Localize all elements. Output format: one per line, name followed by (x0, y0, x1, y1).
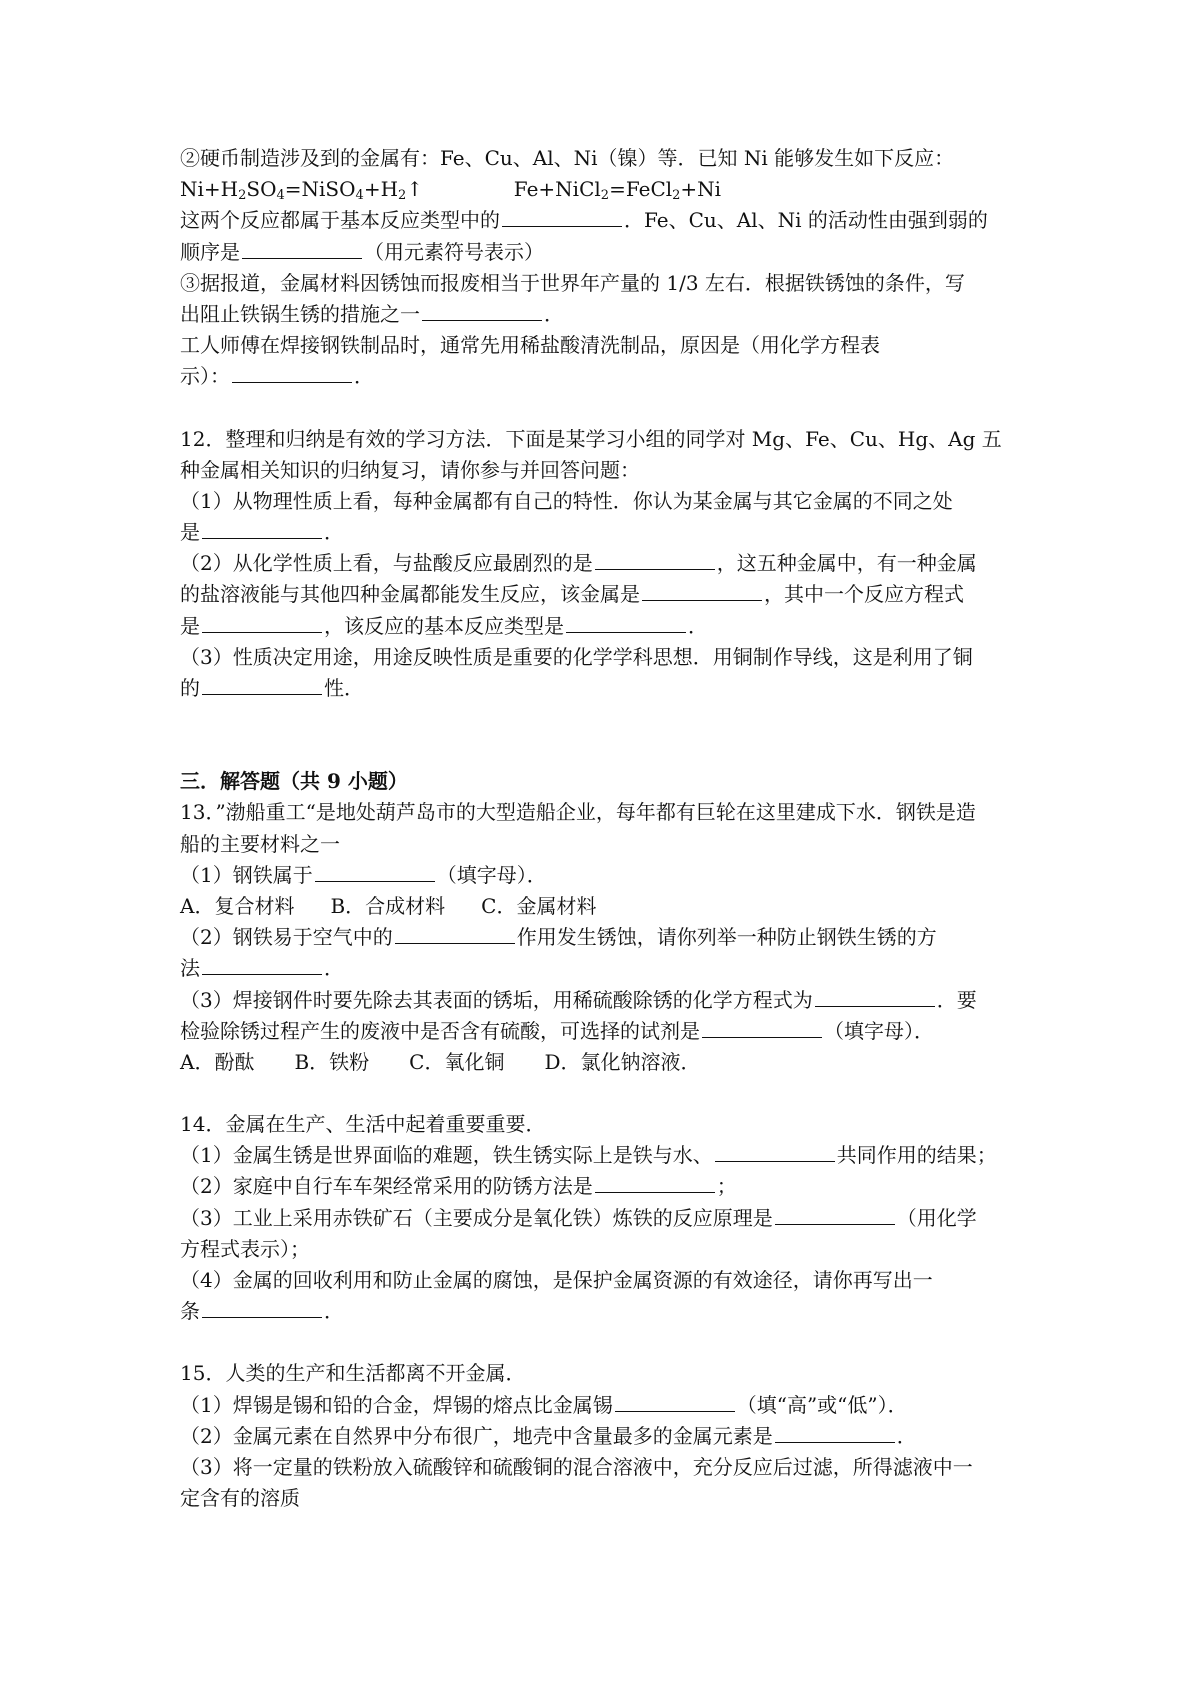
answer-blank[interactable] (242, 237, 362, 259)
answer-blank[interactable] (702, 1016, 822, 1038)
answer-blank[interactable] (202, 611, 322, 633)
option-d: D．氯化钠溶液． (544, 1049, 701, 1074)
q11-line: 示）： ． (180, 361, 1025, 392)
answer-blank[interactable] (202, 1296, 322, 1318)
answer-blank[interactable] (422, 299, 542, 321)
q12-line: 的盐溶液能与其他四种金属都能发生反应，该金属是 ，其中一个反应方程式 (180, 579, 1025, 610)
q14-line: 条 ． (180, 1296, 1025, 1327)
answer-blank[interactable] (202, 673, 322, 695)
q15-line: （3）将一定量的铁粉放入硫酸锌和硫酸铜的混合溶液中，充分反应后过滤，所得滤液中一 (180, 1454, 973, 1479)
option-b: B．铁粉 (294, 1049, 370, 1074)
q12-line: 是 ． (180, 517, 1025, 548)
q11-line (180, 143, 1025, 174)
q12-line: 的 性． (180, 673, 1025, 704)
answer-blank[interactable] (642, 579, 762, 601)
q12-line: （1）从物理性质上看，每种金属都有自己的特性．你认为某金属与其它金属的不同之处 (180, 488, 953, 513)
q11-line: ③据报道，金属材料因锈蚀而报废相当于世界年产量的 1/3 左右．根据铁锈蚀的条件，写 (180, 270, 965, 295)
q14-line: （2）家庭中自行车车架经常采用的防锈方法是 ； (180, 1171, 1025, 1202)
q13-options (180, 891, 1025, 922)
q12-line: 是 ，该反应的基本反应类型是 ． (180, 611, 1025, 642)
q14-line: （4）金属的回收利用和防止金属的腐蚀，是保护金属资源的有效途径，请你再写出一 (180, 1268, 933, 1292)
option-b: B．合成材料 (330, 893, 446, 918)
q15-line: 15．人类的生产和生活都离不开金属． (180, 1361, 526, 1386)
text: ②硬币制造涉及到的金属有：Fe、Cu、Al、Ni（镍）等．已知 Ni 能够发生如下反应： (180, 146, 955, 170)
q12-line: 12．整理和归纳是有效的学习方法．下面是某学习小组的同学对 Mg、Fe、Cu、Hg、Ag 五 (180, 426, 1002, 451)
document-page (180, 143, 1025, 1514)
answer-blank[interactable] (615, 1390, 735, 1412)
answer-blank[interactable] (595, 1171, 715, 1193)
q13-line: 船的主要材料之一 (180, 831, 340, 856)
option-a: A．酚酞 (180, 1049, 255, 1074)
answer-blank[interactable] (232, 361, 352, 383)
option-a: A．复合材料 (180, 893, 295, 918)
q13-options (180, 1047, 1025, 1078)
answer-blank[interactable] (775, 1203, 895, 1225)
answer-blank[interactable] (775, 1421, 895, 1443)
q14-line: （3）工业上采用赤铁矿石（主要成分是氧化铁）炼铁的反应原理是 （用化学 (180, 1203, 1025, 1234)
answer-blank[interactable] (715, 1140, 835, 1162)
answer-blank[interactable] (202, 517, 322, 539)
q12-line: 种金属相关知识的归纳复习，请你参与并回答问题： (180, 457, 640, 482)
answer-blank[interactable] (502, 205, 622, 227)
answer-blank[interactable] (815, 985, 935, 1007)
answer-blank[interactable] (315, 860, 435, 882)
equation-1: $Ni+H_2SO_4=NiSO_4+H_2↑$ (180, 177, 424, 204)
q13-line: （2）钢铁易于空气中的 作用发生锈蚀，请你列举一种防止钢铁生锈的方 (180, 922, 1025, 953)
equation-2: Fe+NiCl$_2$=FeCl$_2$+Ni (513, 177, 722, 204)
q13-line: （3）焊接钢件时要先除去其表面的锈垢，用稀硫酸除锈的化学方程式为 ．要 (180, 985, 1025, 1016)
q11-line: 顺序是 （用元素符号表示） (180, 237, 1025, 268)
answer-blank[interactable] (566, 611, 686, 633)
answer-blank[interactable] (395, 922, 515, 944)
q11-line: 这两个反应都属于基本反应类型中的 ．Fe、Cu、Al、Ni 的活动性由强到弱的 (180, 205, 1025, 236)
answer-blank[interactable] (595, 548, 715, 570)
q15-line: （1）焊锡是锡和铅的合金，焊锡的熔点比金属锡 （填“高”或“低”）． (180, 1390, 1025, 1421)
section-title: 三．解答题（共 9 小题） (180, 769, 408, 794)
q13-line: 13．”渤船重工“是地处葫芦岛市的大型造船企业，每年都有巨轮在这里建成下水．钢铁是造 (180, 800, 976, 825)
q13-line: 法 ． (180, 953, 1025, 984)
q13-line: 检验除锈过程产生的废液中是否含有硫酸，可选择的试剂是 （填字母）． (180, 1016, 1025, 1047)
q11-equations (180, 174, 1025, 205)
q14-line: （1）金属生锈是世界面临的难题，铁生锈实际上是铁与水、 共同作用的结果； (180, 1140, 1025, 1171)
option-c: C．金属材料 (481, 893, 597, 918)
q13-line: （1）钢铁属于 （填字母）． (180, 860, 1025, 891)
answer-blank[interactable] (202, 953, 322, 975)
q14-line: 方程式表示）； (180, 1236, 310, 1261)
q15-line: （2）金属元素在自然界中分布很广，地壳中含量最多的金属元素是 ． (180, 1421, 1025, 1452)
q11-line: 出阻止铁锅生锈的措施之一 ． (180, 299, 1025, 330)
q14-line: 14．金属在生产、生活中起着重要重要． (180, 1112, 546, 1137)
q12-line: （2）从化学性质上看，与盐酸反应最剧烈的是 ，这五种金属中，有一种金属 (180, 548, 1025, 579)
option-c: C．氧化铜 (409, 1049, 505, 1074)
q11-line: 工人师傅在焊接钢铁制品时，通常先用稀盐酸清洗制品，原因是（用化学方程表 (180, 333, 880, 358)
q12-line: （3）性质决定用途，用途反映性质是重要的化学学科思想．用铜制作导线，这是利用了铜 (180, 644, 973, 669)
q15-line: 定含有的溶质 (180, 1486, 300, 1511)
